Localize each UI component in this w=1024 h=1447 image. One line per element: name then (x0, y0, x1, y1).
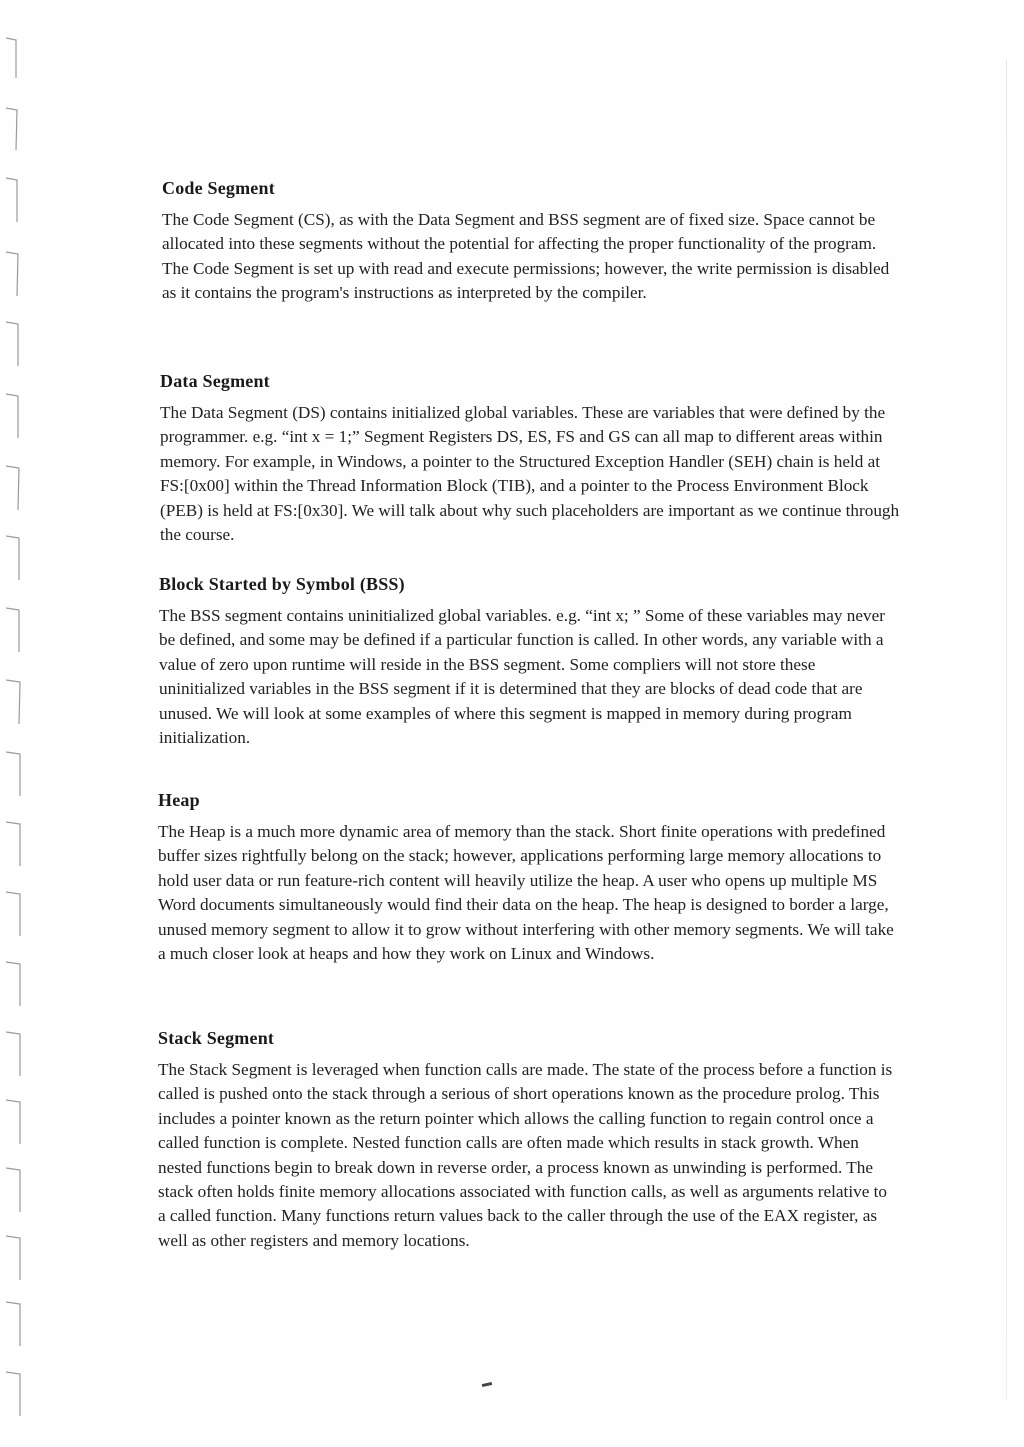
section-body: The Code Segment (CS), as with the Data Segment and BSS segment are of fixed size. Space cannot be allocated into these segments without the potential for affecting the proper functionality of the program. The Code Segment is set up with read and execute permissions; however, the write permission is disabled as it contains the program's instructions as interpreted by the compiler. (162, 210, 890, 303)
page-edge-line (1006, 60, 1007, 1400)
section-code-segment (162, 178, 902, 306)
section-body: The BSS segment contains uninitialized global variables. e.g. “int x; ” Some of these variables may never be defined, and some may be defined if a particular function is called. In other words, any variable with a value of zero upon runtime will reside in the BSS segment. Some compliers will not store these uninitialized variables in the BSS segment if it is determined that they are blocks of dead code that are unused. We will look at some examples of where this segment is mapped in memory during program initialization. (159, 606, 885, 748)
section-body: The Heap is a much more dynamic area of memory than the stack. Short finite operations with predefined buffer sizes rightfully belong on the stack; however, applications performing large memory allocations to hold user data or run feature-rich content will heavily utilize the heap. A user who opens up multiple MS Word documents simultaneously would find their data on the heap. The heap is designed to border a large, unused memory segment to allow it to grow without interfering with other memory segments. We will take a much closer look at heaps and how they work on Linux and Windows. (158, 822, 894, 964)
section-stack-segment (158, 1028, 898, 1253)
section-heading: Code Segment (162, 178, 275, 198)
binder-edge-marks (0, 0, 40, 1447)
section-heap (158, 790, 898, 966)
section-heading: Block Started by Symbol (BSS) (159, 574, 405, 594)
section-body: The Stack Segment is leveraged when function calls are made. The state of the process before a function is called is pushed onto the stack through a serious of short operations known as the procedure prolog. This includes a pointer known as the return pointer which allows the calling function to regain control once a called function is complete. Nested function calls are often made which results in stack growth. When nested functions begin to break down in reverse order, a process known as unwinding is performed. The stack often holds finite memory allocations associated with function calls, as well as arguments relative to a called function. Many functions return values back to the caller through the use of the EAX register, as well as other registers and memory locations. (158, 1060, 893, 1250)
stray-mark (482, 1382, 492, 1387)
section-heading: Stack Segment (158, 1028, 275, 1048)
section-data-segment (160, 371, 900, 547)
section-bss (159, 574, 899, 750)
section-heading: Data Segment (160, 371, 270, 391)
section-body: The Data Segment (DS) contains initialized global variables. These are variables that were defined by the programmer. e.g. “int x = 1;” Segment Registers DS, ES, FS and GS can all map to different areas within memory. For example, in Windows, a pointer to the Structured Exception Handler (SEH) chain is held at FS:[0x00] within the Thread Information Block (TIB), and a pointer to the Process Environment Block (PEB) is held at FS:[0x30]. We will talk about why such placeholders are important as we continue through the course. (160, 403, 900, 545)
section-heading: Heap (158, 790, 200, 810)
